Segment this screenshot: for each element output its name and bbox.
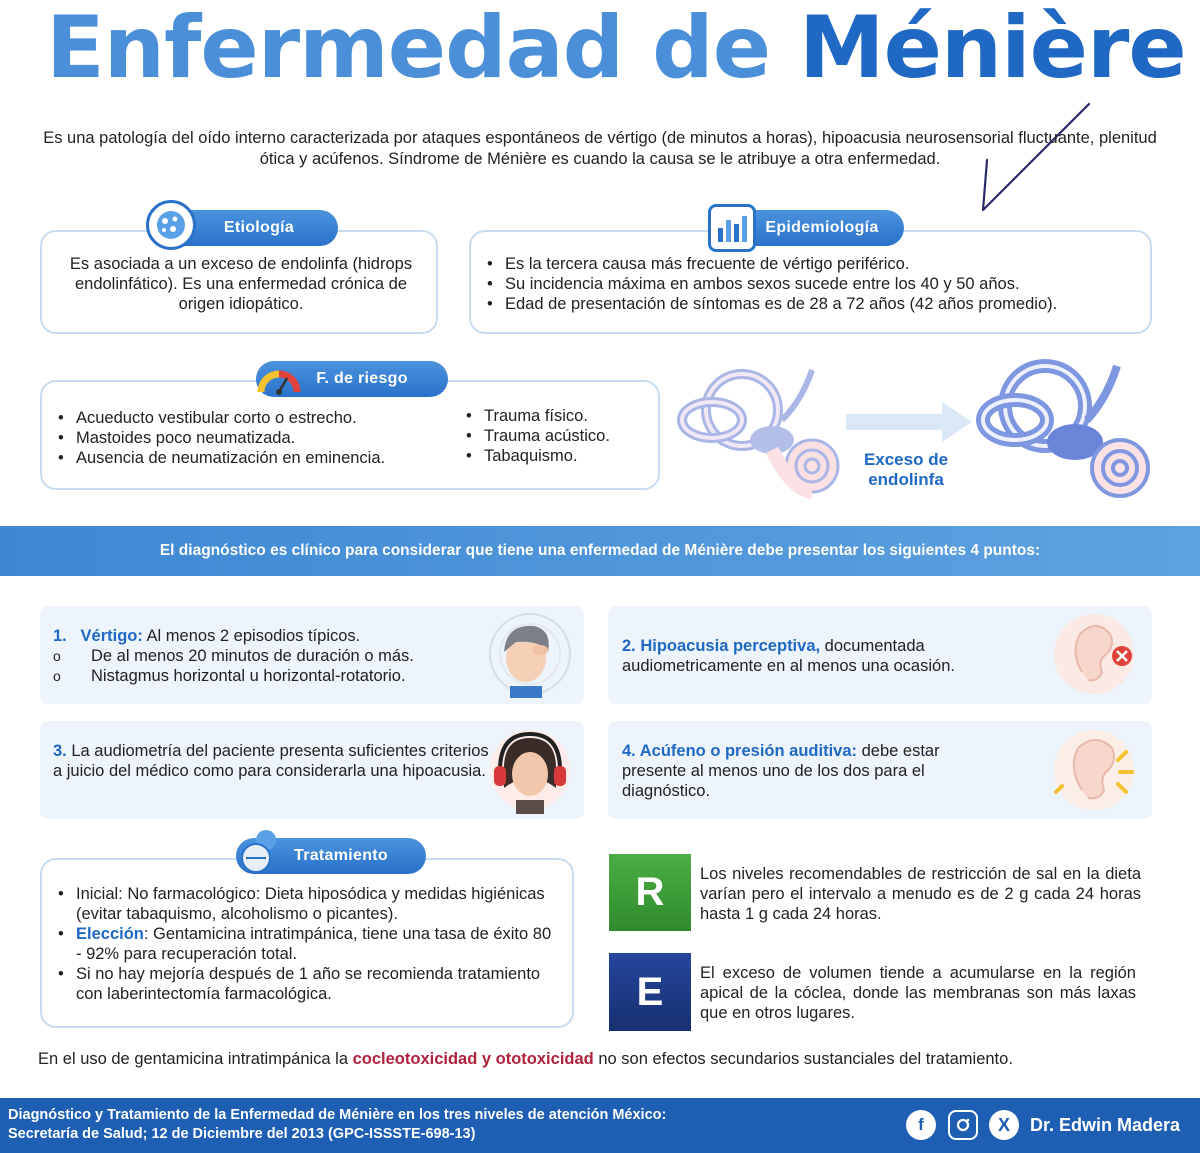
ear-diagram-caption-line2: endolinfa [868,470,944,489]
criterio-3-desc: La audiometría del paciente presenta suficientes criterios a juicio del médico como para considerarla una hipoacusia. [53,742,489,780]
criterio-3-text [53,741,493,781]
instagram-icon[interactable] [948,1110,978,1140]
x-glyph: X [997,1114,1010,1135]
diagnostico-banner [0,526,1200,576]
footer-reference [8,1106,666,1144]
microbe-icon [146,200,196,250]
evidencia-letter: E [636,969,664,1014]
risk-gauge-icon [256,360,302,398]
epidemiologia-label-text: Epidemiología [765,219,879,236]
tratamiento-eleccion-text: : Gentamicina intratimpánica, tiene una tasa de éxito 80 - 92% para recuperación total. [76,925,552,963]
facebook-icon[interactable] [906,1110,936,1140]
criterio-1-title: Vértigo: [80,627,143,645]
title-part2: Ménière [799,0,1186,98]
evidencia-badge [609,953,691,1031]
etiologia-label-text: Etiología [223,219,295,236]
riesgo-item: • Mastoides poco neumatizada. [54,428,444,448]
etiologia-text: Es asociada a un exceso de endolinfa (hidrops endolinfático). Es una enfermedad crónica de origen idiopático. [69,255,413,313]
audiometry-headphones-icon [486,728,576,814]
intro-definition: Es una patología del oído interno caracterizada por ataques espontáneos de vértigo (de minutos a horas), hipoacusia neurosensorial fluctuante, plenitud ótica y acúfenos. Síndrome de Ménière es cuando la causa se le atribuye a otra enfermedad. [43,129,1157,168]
criterio-1-sub: De al menos 20 minutos de duración o más. [91,647,414,665]
criterio-2-title: 2. Hipoacusia perceptiva, [622,637,821,655]
ear-diagram-caption-line1: Exceso de [863,450,949,469]
facebook-glyph: f [918,1115,924,1134]
page-title [46,0,1186,98]
sub-marker: o [53,668,61,684]
riesgo-item: • Tabaquismo. [462,446,652,466]
criterio-1-number: 1. [53,627,67,645]
diagnostico-banner-text: El diagnóstico es clínico para considerar que tiene una enfermedad de Ménière debe presentar los siguientes 4 puntos: [159,542,1041,559]
tinnitus-ear-icon [1052,728,1142,814]
hearing-loss-ear-icon [1052,612,1142,698]
tratamiento-item [54,924,559,964]
criterio-1-sub: Nistagmus horizontal u horizontal-rotatorio. [91,667,406,685]
inner-ear-hydrops-illustration [975,350,1155,510]
tratamiento-item: • Si no hay mejoría después de 1 año se recomienda tratamiento con laberintectomía farmacológica. [54,964,559,1004]
author-name: Dr. Edwin Madera [1030,1115,1181,1135]
tratamiento-card [40,858,574,1028]
riesgo-label-text: F. de riesgo [316,370,408,387]
footer-reference-line1: Diagnóstico y Tratamiento de la Enfermedad de Ménière en los tres niveles de atención México: [8,1107,667,1123]
title-part1: Enfermedad de [46,0,771,98]
statistics-icon [708,204,756,252]
footer-reference-line2: Secretaría de Salud; 12 de Diciembre del 2013 (GPC-ISSSTE-698-13) [8,1126,476,1142]
criterio-4-desc: debe estar presente al menos uno de los dos para el diagnóstico. [622,742,940,800]
riesgo-item: • Trauma físico. [462,406,652,426]
criterio-4-text [622,741,992,801]
tratamiento-item: • Inicial: No farmacológico: Dieta hiposódica y medidas higiénicas (evitar tabaquismo, alcoholismo o picantes). [54,884,559,924]
note-after: no son efectos secundarios sustanciales del tratamiento. [593,1050,1013,1068]
riesgo-item: • Acueducto vestibular corto o estrecho. [54,408,444,428]
riesgo-item: • Ausencia de neumatización en eminencia. [54,448,444,468]
criterio-2-desc: documentada audiometricamente en al menos una ocasión. [622,637,955,675]
criterio-4-title: 4. Acúfeno o presión auditiva: [622,742,858,760]
dizzy-person-icon [486,612,576,698]
note-highlight: cocleotoxicidad y ototoxicidad [352,1050,594,1068]
recomendacion-letter: R [635,870,665,914]
epidemiologia-item: • Su incidencia máxima en ambos sexos sucede entre los 40 y 50 años. [483,274,1143,294]
recomendacion-text: Los niveles recomendables de restricción de sal en la dieta varían pero el intervalo a menudo es de 2 g cada 24 horas hasta 1 g cada 24 horas. [700,865,1141,923]
sub-marker: o [53,648,61,664]
recomendacion-badge [609,854,691,931]
criterio-3-number: 3. [53,742,67,760]
riesgo-item: • Trauma acústico. [462,426,652,446]
tratamiento-eleccion-label: Elección [76,925,144,943]
gentamicina-note [38,1050,1013,1069]
inner-ear-normal-illustration [672,350,842,510]
criterio-1-desc: Al menos 2 episodios típicos. [142,627,361,645]
criterio-1-text [53,626,483,686]
x-twitter-icon[interactable] [989,1110,1019,1140]
tratamiento-label-text: Tratamiento [294,847,388,864]
pills-icon [240,828,284,874]
arrow-right-icon [846,402,972,442]
evidencia-text: El exceso de volumen tiende a acumularse en la región apical de la cóclea, donde las membranas son más laxas que en otros lugares. [700,964,1136,1022]
note-before: En el uso de gentamicina intratimpánica la [38,1050,353,1068]
ear-diagram-caption [846,450,966,490]
criterio-2-text [622,636,1032,676]
epidemiologia-item: • Edad de presentación de síntomas es de 28 a 72 años (42 años promedio). [483,294,1143,314]
epidemiologia-item: • Es la tercera causa más frecuente de vértigo periférico. [483,254,1143,274]
